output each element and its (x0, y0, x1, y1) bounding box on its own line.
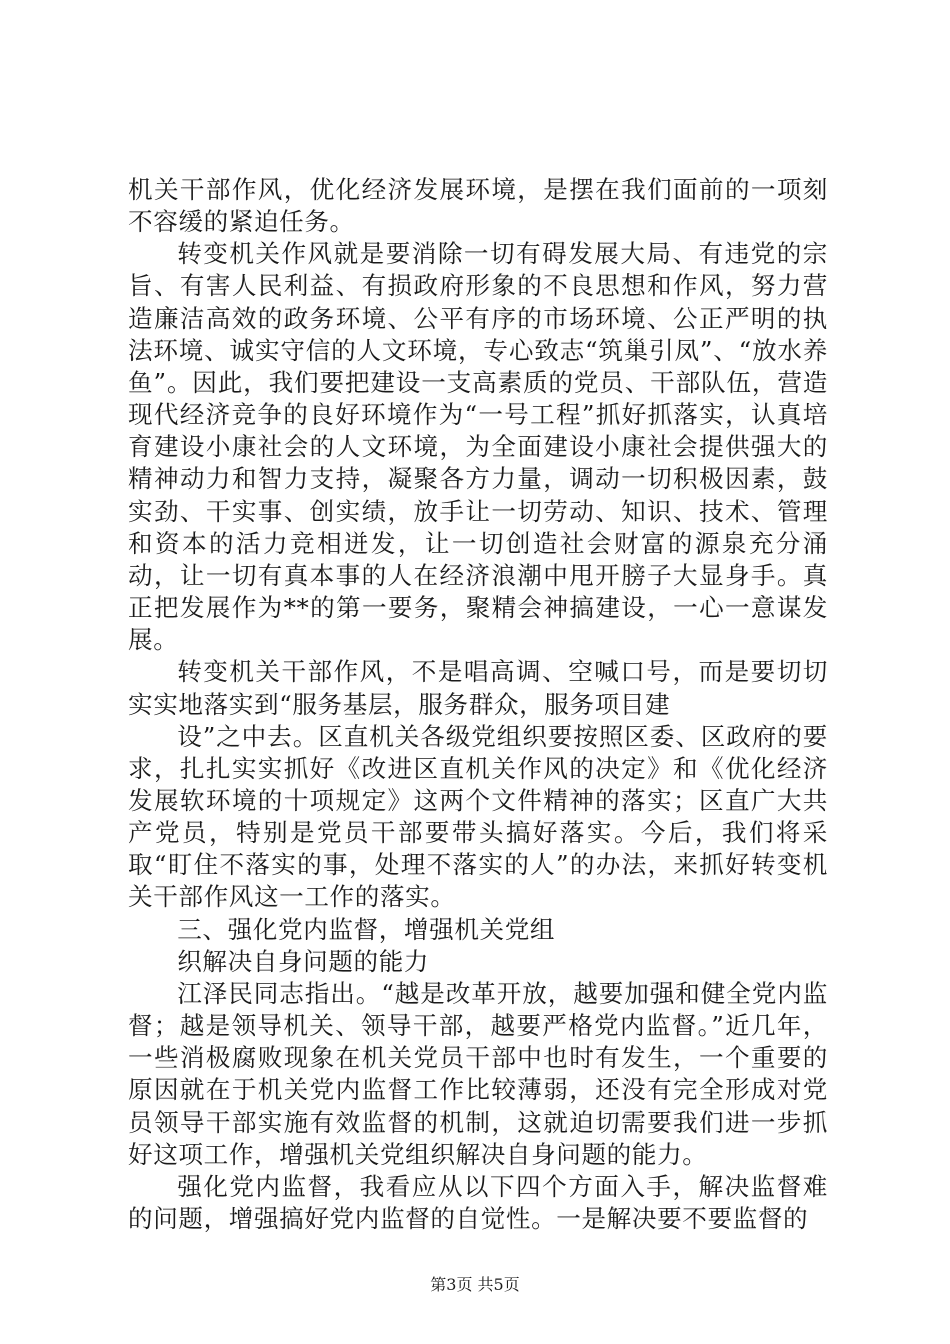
document-body (128, 174, 828, 1235)
section-heading-line-1: 三、强化党内监督，增强机关党组 (177, 914, 556, 944)
paragraph-continuation: 机关干部作风，优化经济发展环境，是摆在我们面前的一项刻不容缓的紧迫任务。 (128, 175, 828, 237)
paragraph-supervision: 强化党内监督，我看应从以下四个方面入手，解决监督难的问题，增强搞好党内监督的自觉性。一是解决要不要监督的 (128, 1171, 828, 1233)
paragraph-quote: 江泽民同志指出。“越是改革开放，越要加强和健全党内监督；越是领导机关、领导干部，越要严格党内监督。”近几年，一些消极腐败现象在机关党员干部中也时有发生，一个重要的原因就在于机关党内监督工作比较薄弱，还没有完全形成对党员领导干部实施有效监督的机制，这就迫切需要我们进一步抓好这项工作，增强机关党组织解决自身问题的能力。 (128, 978, 828, 1169)
page-number-footer: 第3页 共5页 (430, 1275, 520, 1294)
paragraph-implementation: 设”之中去。区直机关各级党组织要按照区委、区政府的要求，扎扎实实抓好《改进区直机关作风的决定》和《优化经济发展软环境的十项规定》这两个文件精神的落实；区直广大共产党员，特别是党员干部要带头搞好落实。今后，我们将采取“盯住不落实的事，处理不落实的人”的办法，来抓好转变机关干部作风这一工作的落实。 (128, 721, 828, 912)
section-heading-line-2: 织解决自身问题的能力 (177, 946, 430, 976)
paragraph-change-style: 转变机关干部作风，不是唱高调、空喊口号，而是要切切实实地落实到“服务基层，服务群众，服务项目建 (128, 657, 828, 719)
paragraph-work-style: 转变机关作风就是要消除一切有碍发展大局、有违党的宗旨、有害人民利益、有损政府形象的不良思想和作风，努力营造廉洁高效的政务环境、公平有序的市场环境、公正严明的执法环境、诚实守信的人文环境，专心致志“筑巢引凤”、“放水养鱼”。因此，我们要把建设一支高素质的党员、干部队伍，营造现代经济竞争的良好环境作为“一号工程”抓好抓落实，认真培育建设小康社会的人文环境，为全面建设小康社会提供强大的精神动力和智力支持，凝聚各方力量，调动一切积极因素，鼓实劲、干实事、创实绩，放手让一切劳动、知识、技术、管理和资本的活力竞相迸发，让一切创造社会财富的源泉充分涌动，让一切有真本事的人在经济浪潮中甩开膀子大显身手。真正把发展作为**的第一要务，聚精会神搞建设，一心一意谋发展。 (128, 239, 828, 655)
